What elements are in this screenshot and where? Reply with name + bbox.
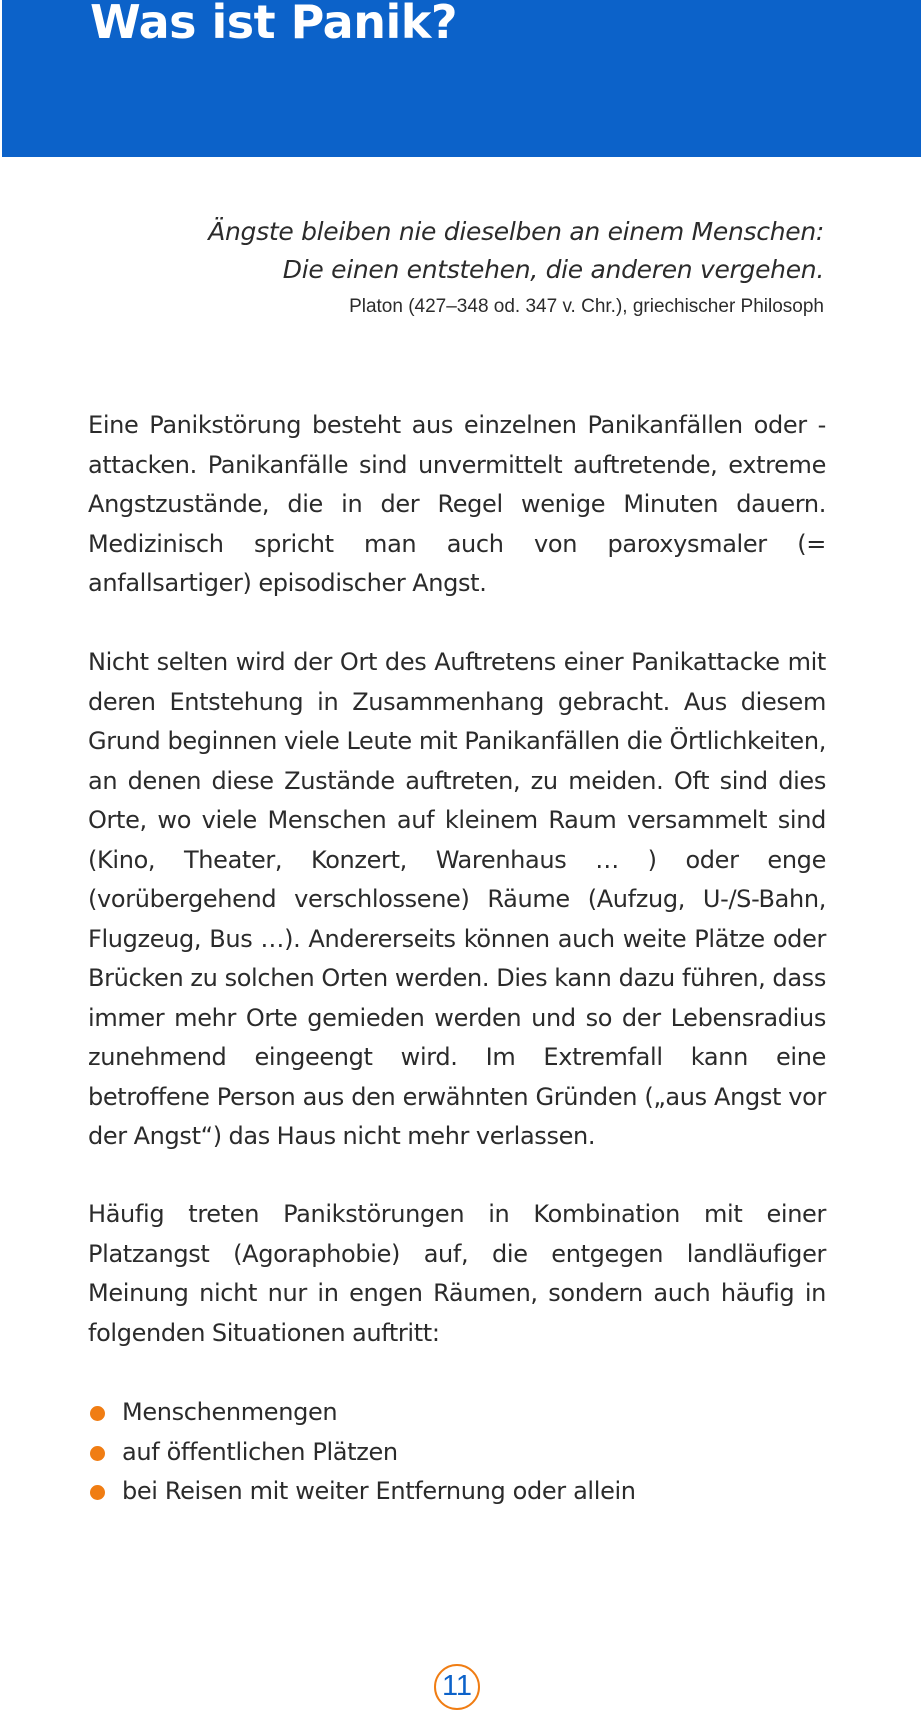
list-item-label: auf öffentlichen Plätzen <box>122 1437 398 1466</box>
paragraph-agoraphobia: Häufig treten Panikstörungen in Kombination mit einer Platzangst (Agoraphobie) auf, die entgegen landläufiger Meinung nicht nur in engen Räumen, sondern auch häufig in folgenden Situationen auftritt: <box>88 1200 826 1347</box>
header-banner <box>2 0 921 157</box>
list-item <box>88 1472 636 1512</box>
page-title: Was ist Panik? <box>90 0 457 49</box>
bullet-dot-icon <box>90 1485 105 1500</box>
list-item <box>88 1433 636 1473</box>
quote-line-1: Ängste bleiben nie dieselben an einem Menschen: <box>208 217 824 246</box>
quote-source: Platon (427–348 od. 347 v. Chr.), griechischer Philosoph <box>349 296 824 317</box>
situation-list <box>88 1393 636 1512</box>
page-number: 11 <box>434 1664 480 1710</box>
paragraph-avoidance: Nicht selten wird der Ort des Auftretens einer Panikattacke mit deren Entstehung in Zusammenhang gebracht. Aus diesem Grund beginnen viele Leute mit Panikanfällen die Örtlichkeiten, an denen diese Zustände auftreten, zu meiden. Oft sind dies Orte, wo viele Menschen auf kleinem Raum versammelt sind (Kino, Theater, Konzert, Warenhaus … ) oder enge (vorübergehend verschlossene) Räume (Aufzug, U-/S-Bahn, Flugzeug, Bus …). Andererseits können auch weite Plätze oder Brücken zu solchen Orten werden. Dies kann dazu führen, dass immer mehr Orte gemieden werden und so der Lebensradius zunehmend eingeengt wird. Im Extremfall kann eine betroffene Person aus den erwähnten Gründen („aus Angst vor der Angst“) das Haus nicht mehr verlassen. <box>88 648 826 1150</box>
bullet-dot-icon <box>90 1446 105 1461</box>
quote-line-2: Die einen entstehen, die anderen vergehen. <box>282 255 824 284</box>
list-item <box>88 1393 636 1433</box>
epigraph-quote <box>184 213 824 320</box>
bullet-dot-icon <box>90 1406 105 1421</box>
paragraph-panic-disorder: Eine Panikstörung besteht aus einzelnen Panikanfällen oder -attacken. Panikanfälle sind unvermittelt auftretende, extreme Angstzustände, die in der Regel wenige Minuten dauern. Medizinisch spricht man auch von paroxysmaler (= anfallsartiger) episodischer Angst. <box>88 411 826 597</box>
list-item-label: Menschenmengen <box>122 1398 338 1426</box>
list-item-label: bei Reisen mit weiter Entfernung oder allein <box>122 1477 636 1505</box>
